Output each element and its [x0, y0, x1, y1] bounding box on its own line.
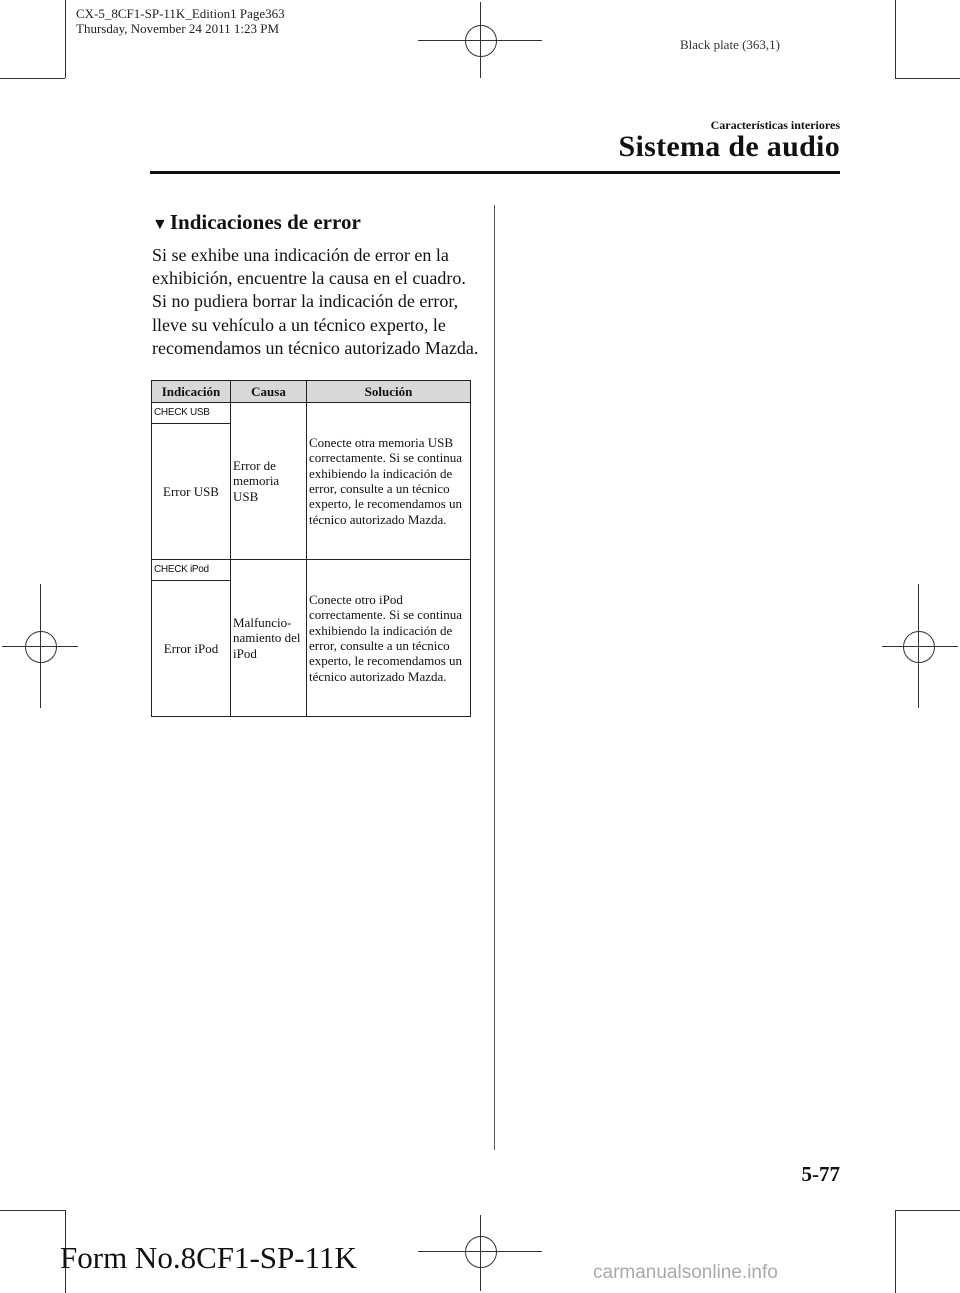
chapter-title: Sistema de audio [618, 130, 840, 163]
column-divider [494, 205, 495, 1150]
intro-paragraph: Si se exhibe una indicación de error en la exhibición, encuentre la causa en el cuadro. Si no pudiera borrar la indicación de error, lleve su vehículo a un técnico experto, le recomendamos un técnico autorizado Mazda. [152, 245, 479, 358]
indication-cell-usb: Error USB [152, 424, 231, 560]
section-heading-text: Indicaciones de error [169, 210, 361, 234]
error-table [151, 380, 471, 717]
column-header-cause: Causa [231, 381, 307, 403]
column-header-solution: Solución [307, 381, 471, 403]
watermark: carmanualsonline.info [593, 1262, 778, 1283]
print-slug [76, 6, 285, 36]
slug-line-2: Thursday, November 24 2011 1:23 PM [76, 21, 280, 36]
table-row [152, 403, 471, 424]
plate-label: Black plate (363,1) [680, 37, 780, 52]
section-heading [152, 210, 361, 235]
crosshair-bottom-icon [465, 1236, 497, 1268]
display-message-ipod: CHECK iPod [152, 560, 231, 581]
table-header-row [152, 381, 471, 403]
crosshair-top-icon [465, 25, 497, 57]
cause-cell-usb: Error de memoria USB [231, 403, 307, 560]
crosshair-right-icon [903, 631, 935, 663]
form-number: Form No.8CF1-SP-11K [60, 1240, 357, 1275]
triangle-bullet-icon: ▼ [152, 216, 168, 233]
header-rule [150, 171, 840, 174]
column-header-indication: Indicación [152, 381, 231, 403]
display-message-usb: CHECK USB [152, 403, 231, 424]
page-number: 5-77 [801, 1162, 840, 1186]
indication-cell-ipod: Error iPod [152, 581, 231, 717]
slug-line-1: CX-5_8CF1-SP-11K_Edition1 Page363 [76, 6, 285, 21]
cause-cell-ipod: Malfuncio- namiento del iPod [231, 560, 307, 717]
chapter-subtitle: Características interiores [710, 118, 840, 132]
solution-cell-ipod: Conecte otro iPod correctamente. Si se continua exhibiendo la indicación de error, consulte a un técnico experto, le recomendamos un técnico autorizado Mazda. [307, 560, 471, 717]
solution-cell-usb: Conecte otra memoria USB correctamente. Si se continua exhibiendo la indicación de error, consulte a un técnico experto, le recomendamos un técnico autorizado Mazda. [307, 403, 471, 560]
crosshair-left-icon [25, 631, 57, 663]
table-row [152, 560, 471, 581]
